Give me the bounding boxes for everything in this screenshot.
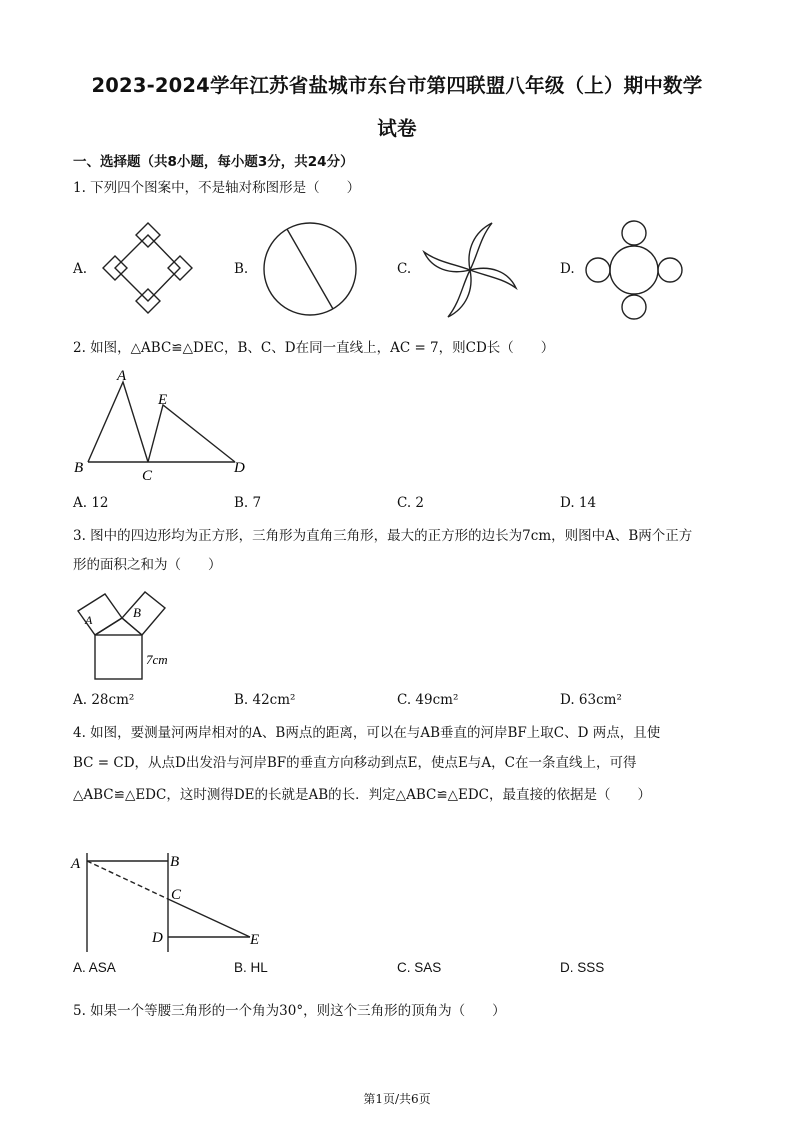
q1-option-c-label: C. bbox=[397, 261, 412, 277]
q3-option-d: D. 63cm² bbox=[560, 692, 622, 708]
q4-figure-river bbox=[68, 848, 278, 956]
q3-label-b: B bbox=[133, 605, 141, 620]
question-2-stem: 2. 如图，△ABC≌△DEC，B、C、D在同一直线上，AC = 7，则CD长（ ） bbox=[73, 340, 555, 356]
q3-option-a: A. 28cm² bbox=[73, 692, 135, 708]
page-title: 2023-2024学年江苏省盐城市东台市第四联盟八年级（上）期中数学 bbox=[91, 74, 703, 97]
q4-option-b: B. HL bbox=[234, 960, 268, 975]
q2-label-b: B bbox=[74, 460, 84, 476]
question-5-stem: 5. 如果一个等腰三角形的一个角为30°，则这个三角形的顶角为（ ） bbox=[73, 1003, 506, 1019]
question-3-stem-line2: 形的面积之和为（ ） bbox=[73, 557, 222, 573]
q3-option-b: B. 42cm² bbox=[234, 692, 296, 708]
q2-label-d: D bbox=[234, 460, 245, 476]
question-1-stem: 1. 下列四个图案中，不是轴对称图形是（ ） bbox=[73, 180, 361, 196]
q1-figure-c-pinwheel bbox=[420, 218, 520, 322]
q3-label-a: A bbox=[85, 613, 93, 627]
q4-label-a: A bbox=[71, 856, 81, 872]
q3-figure-squares bbox=[68, 580, 188, 684]
question-3-stem-line1: 3. 图中的四边形均为正方形，三角形为直角三角形，最大的正方形的边长为7cm，则图中A、B两个正方 bbox=[73, 528, 693, 544]
q1-figure-d-circles bbox=[584, 218, 686, 322]
q2-option-d: D. 14 bbox=[560, 495, 597, 511]
page-title-line2: 试卷 bbox=[377, 117, 417, 140]
q3-label-7cm: 7cm bbox=[146, 652, 168, 667]
q1-option-b-label: B. bbox=[234, 261, 249, 277]
q2-option-a: A. 12 bbox=[73, 495, 109, 511]
q4-option-a: A. ASA bbox=[73, 960, 116, 975]
q3-option-c: C. 49cm² bbox=[397, 692, 459, 708]
q4-label-b: B bbox=[170, 854, 180, 870]
q2-option-c: C. 2 bbox=[397, 495, 425, 511]
q4-label-d: D bbox=[152, 930, 163, 946]
q2-label-e: E bbox=[158, 392, 168, 408]
q1-option-d-label: D. bbox=[560, 261, 575, 277]
q2-label-c: C bbox=[142, 468, 153, 484]
question-4-stem-line3: △ABC≌△EDC，这时测得DE的长就是AB的长．判定△ABC≌△EDC，最直接的依据是（ ） bbox=[73, 787, 652, 803]
question-4-stem-line2: BC = CD，从点D出发沿与河岸BF的垂直方向移动到点E，使点E与A，C在一条直线上，可得 bbox=[73, 755, 637, 771]
q4-option-d: D. SSS bbox=[560, 960, 605, 975]
q4-label-e: E bbox=[250, 932, 260, 948]
question-4-stem-line1: 4. 如图，要测量河两岸相对的A、B两点的距离，可以在与AB垂直的河岸BF上取C、D 两点，且使 bbox=[73, 725, 661, 741]
q1-option-a-label: A. bbox=[73, 261, 88, 277]
q2-option-b: B. 7 bbox=[234, 495, 262, 511]
section-heading: 一、选择题（共8小题，每小题3分，共24分） bbox=[73, 154, 354, 170]
q2-figure-triangles bbox=[70, 362, 260, 486]
q1-figure-b-circle-chord bbox=[260, 220, 364, 320]
q4-label-c: C bbox=[171, 887, 182, 903]
q2-label-a: A bbox=[117, 368, 127, 384]
q1-figure-a-diamond-pattern bbox=[96, 218, 206, 326]
page-footer: 第1页/共6页 bbox=[363, 1092, 431, 1106]
q4-option-c: C. SAS bbox=[397, 960, 442, 975]
